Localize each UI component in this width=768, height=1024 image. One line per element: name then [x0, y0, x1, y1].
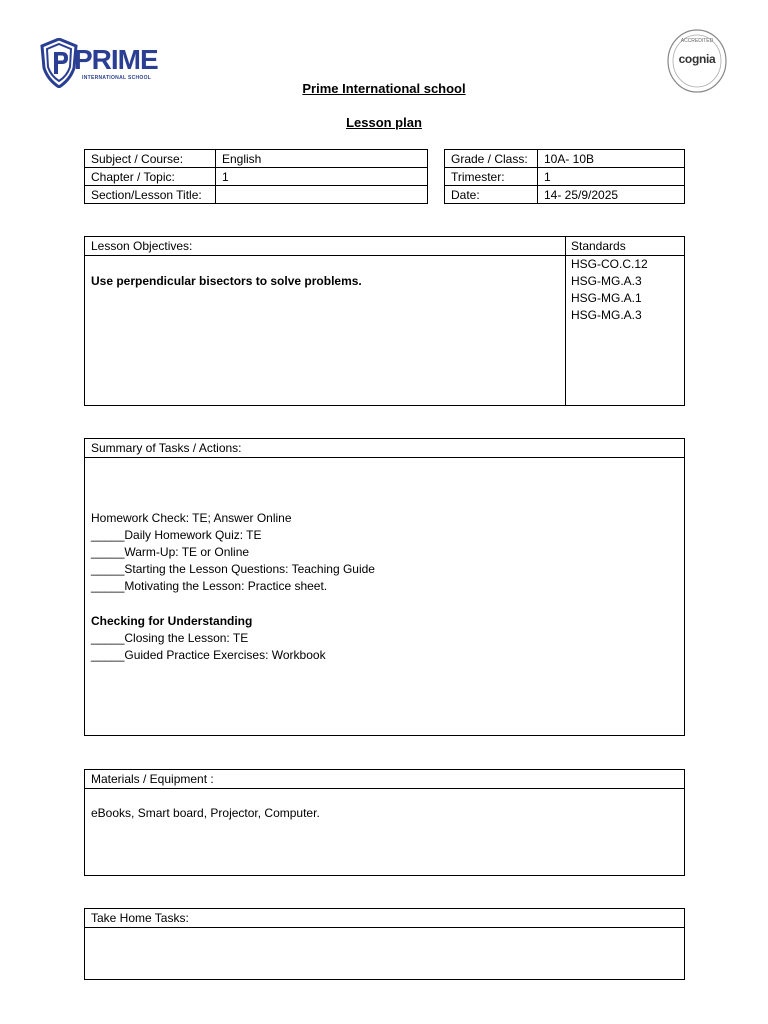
info-value: 1	[216, 168, 428, 186]
take-home-tasks-box	[84, 908, 685, 980]
task-line: Homework Check: TE; Answer Online	[91, 511, 292, 525]
logo-subtitle: INTERNATIONAL SCHOOL	[82, 75, 152, 81]
course-info-table	[84, 149, 428, 204]
info-label: Date:	[445, 186, 538, 204]
task-line: _____Starting the Lesson Questions: Teaching Guide	[91, 562, 375, 576]
task-line: _____Warm-Up: TE or Online	[91, 545, 250, 559]
info-label: Chapter / Topic:	[85, 168, 216, 186]
table-row	[85, 168, 428, 186]
task-line: _____Guided Practice Exercises: Workbook	[91, 648, 326, 662]
school-title: Prime International school	[302, 81, 466, 96]
materials-box	[84, 769, 685, 876]
info-label: Subject / Course:	[85, 150, 216, 168]
standard-item: HSG-CO.C.12	[571, 257, 648, 271]
info-label: Trimester:	[445, 168, 538, 186]
materials-text: eBooks, Smart board, Projector, Computer.	[91, 806, 320, 820]
task-line: _____Motivating the Lesson: Practice sheet.	[91, 579, 328, 593]
table-row	[85, 150, 428, 168]
standard-item: HSG-MG.A.1	[571, 291, 642, 305]
table-row	[445, 186, 685, 204]
lesson-objectives-box	[84, 236, 685, 406]
column-divider	[565, 256, 566, 405]
class-info-table	[444, 149, 685, 204]
standards-header: Standards	[565, 237, 684, 256]
info-value: 14- 25/9/2025	[538, 186, 685, 204]
table-row	[445, 150, 685, 168]
understanding-header: Checking for Understanding	[91, 614, 253, 628]
document-title: Lesson plan	[346, 115, 422, 130]
task-line: _____Daily Homework Quiz: TE	[91, 528, 262, 542]
take-home-header: Take Home Tasks:	[85, 909, 684, 928]
info-value: 10A- 10B	[538, 150, 685, 168]
materials-header: Materials / Equipment :	[85, 770, 684, 789]
info-label: Grade / Class:	[445, 150, 538, 168]
info-value: English	[216, 150, 428, 168]
summary-tasks-box	[84, 438, 685, 736]
task-line: _____Closing the Lesson: TE	[91, 631, 249, 645]
table-row	[85, 186, 428, 204]
objectives-header: Lesson Objectives:	[85, 237, 566, 256]
seal-wordmark: cognia	[678, 52, 716, 66]
logo-wordmark: PRIME	[74, 44, 158, 75]
info-label: Section/Lesson Title:	[85, 186, 216, 204]
standard-item: HSG-MG.A.3	[571, 308, 642, 322]
summary-header: Summary of Tasks / Actions:	[85, 439, 684, 458]
seal-ring-text: ACCREDITED	[680, 38, 714, 44]
standard-item: HSG-MG.A.3	[571, 274, 642, 288]
table-row	[445, 168, 685, 186]
info-value: 1	[538, 168, 685, 186]
objective-text: Use perpendicular bisectors to solve problems.	[91, 274, 362, 288]
info-value	[216, 186, 428, 204]
